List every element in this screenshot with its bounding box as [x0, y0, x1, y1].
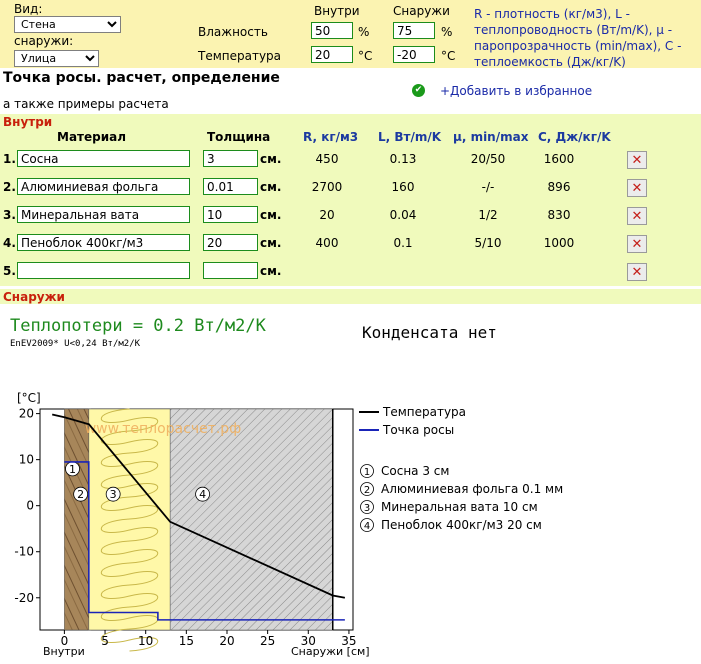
- thickness-input[interactable]: [203, 206, 258, 223]
- row-number: 2.: [3, 180, 16, 194]
- legend-entry: Точка росы: [383, 423, 455, 437]
- density-value: 400: [315, 236, 339, 250]
- conductivity-value: 160: [391, 180, 415, 194]
- header-permeability: μ, min/max: [453, 130, 529, 144]
- x-tick-label: 15: [178, 634, 194, 648]
- header-conductivity: L, Вт/m/K: [378, 130, 442, 144]
- heat-loss-result: Теплопотери = 0.2 Вт/м2/K: [10, 316, 266, 336]
- legend-layer-marker-label: 3: [363, 503, 371, 514]
- temperature-label: Температура: [198, 49, 282, 63]
- delete-row-button[interactable]: ✕: [627, 151, 647, 169]
- legend-layer-text: Алюминиевая фольга 0.1 мм: [381, 482, 564, 496]
- x-tick-label: 30: [300, 634, 316, 648]
- y-tick-label: 10: [18, 452, 34, 467]
- view-label: Вид:: [14, 2, 43, 16]
- legend-layer-marker-label: 2: [363, 485, 371, 496]
- unit-label: см.: [260, 236, 282, 250]
- permeability-value: 1/2: [478, 208, 498, 222]
- conductivity-value: 0.04: [389, 208, 417, 222]
- thickness-input[interactable]: [203, 178, 258, 195]
- outside-column-header: Снаружи: [393, 4, 450, 18]
- material-input[interactable]: [17, 234, 190, 251]
- humidity-label: Влажность: [198, 25, 268, 39]
- header-density: R, кг/м3: [303, 130, 359, 144]
- unit-label: см.: [260, 208, 282, 222]
- row-number: 4.: [3, 236, 16, 250]
- x-tick-label: 35: [341, 634, 357, 648]
- legend-entry: Температура: [383, 405, 467, 419]
- heat-capacity-value: 1000: [543, 236, 575, 250]
- header-thickness: Толщина: [207, 130, 271, 144]
- parameter-legend: R - плотность (кг/м3), L - теплопроводность (Вт/m/K), μ - паропрозрачность (min/max), C - теплоемкость (Дж/кг/K): [474, 7, 682, 69]
- y-axis-label: [°C]: [17, 391, 41, 405]
- page-subtitle: а также примеры расчета: [3, 97, 169, 111]
- layer-4-marker-label: 4: [199, 488, 207, 502]
- material-input[interactable]: [17, 150, 190, 167]
- delete-row-button[interactable]: ✕: [627, 207, 647, 225]
- permeability-value: 5/10: [474, 236, 502, 250]
- x-tick-label: 5: [101, 634, 109, 648]
- legend-layer-text: Сосна 3 см: [381, 464, 450, 478]
- unit-label: см.: [260, 180, 282, 194]
- y-tick-label: 20: [18, 406, 34, 421]
- x-axis-label-inside: Внутри: [43, 645, 85, 658]
- thickness-input[interactable]: [203, 234, 258, 251]
- legend-layer-text: Минеральная вата 10 см: [381, 500, 538, 514]
- y-tick-label: -20: [14, 590, 34, 605]
- conductivity-value: 0.13: [389, 152, 417, 166]
- inside-section-label: Внутри: [3, 115, 53, 129]
- x-axis-label-outside: Снаружи [см]: [291, 645, 370, 658]
- x-tick-label: 20: [219, 634, 235, 648]
- layer-2-marker-label: 2: [77, 488, 85, 502]
- inside-column-header: Внутри: [314, 4, 360, 18]
- y-tick-label: -10: [14, 544, 34, 559]
- row-number: 5.: [3, 264, 16, 278]
- table-row: [0, 146, 701, 174]
- outside-section-label: Снаружи: [3, 290, 65, 304]
- permeability-value: 20/50: [470, 152, 506, 166]
- view-select[interactable]: [14, 16, 121, 33]
- header-heat-capacity: C, Дж/кг/K: [538, 130, 611, 144]
- temperature-unit-out: °C: [441, 49, 456, 63]
- material-input[interactable]: [17, 178, 190, 195]
- permeability-value: -/-: [481, 180, 495, 194]
- table-row: [0, 230, 701, 258]
- humidity-unit-in: %: [358, 25, 370, 39]
- humidity-unit-out: %: [441, 25, 453, 39]
- layer-3-marker-label: 3: [109, 488, 117, 502]
- density-value: 2700: [311, 180, 343, 194]
- layer-1-marker-label: 1: [69, 462, 77, 476]
- inside-band: [0, 114, 701, 129]
- row-number: 3.: [3, 208, 16, 222]
- heat-capacity-value: 830: [547, 208, 571, 222]
- thickness-input[interactable]: [203, 150, 258, 167]
- thickness-input[interactable]: [203, 262, 258, 279]
- temperature-unit-in: °C: [358, 49, 373, 63]
- row-number: 1.: [3, 152, 16, 166]
- unit-label: см.: [260, 152, 282, 166]
- condensate-result: Конденсата нет: [362, 323, 497, 342]
- legend-layer-marker-label: 4: [363, 521, 371, 532]
- material-input[interactable]: [17, 206, 190, 223]
- density-value: 450: [315, 152, 339, 166]
- material-input[interactable]: [17, 262, 190, 279]
- legend-layer-text: Пеноблок 400кг/м3 20 см: [381, 518, 542, 532]
- layer-1-band: [64, 409, 88, 630]
- header-material: Материал: [57, 130, 127, 144]
- table-row: [0, 174, 701, 202]
- x-tick-label: 25: [259, 634, 276, 648]
- heat-capacity-value: 1600: [543, 152, 575, 166]
- x-tick-label: 0: [60, 634, 69, 648]
- watermark-text: www.теплорасчет.рф: [84, 420, 242, 437]
- humidity-outside-input[interactable]: [393, 22, 435, 39]
- unit-label: см.: [260, 264, 282, 278]
- outside-band: [0, 289, 701, 304]
- conductivity-value: 0.1: [393, 236, 413, 250]
- page-title: Точка росы. расчет, определение: [3, 70, 280, 86]
- x-tick-label: 10: [138, 634, 154, 648]
- checkmark-icon: ✔: [412, 84, 425, 97]
- humidity-inside-input[interactable]: [311, 22, 353, 39]
- y-tick-label: 0: [26, 498, 34, 513]
- outside-type-select[interactable]: [14, 50, 99, 67]
- heat-capacity-value: 896: [547, 180, 571, 194]
- add-favorite-link[interactable]: +Добавить в избранное: [440, 84, 593, 98]
- density-value: 20: [319, 208, 335, 222]
- table-row: [0, 258, 701, 286]
- table-row: [0, 202, 701, 230]
- legend-layer-marker-label: 1: [363, 467, 371, 478]
- layer-4-band: [170, 409, 333, 630]
- outside-type-label: снаружи:: [14, 34, 74, 48]
- temperature-inside-input[interactable]: [311, 46, 353, 63]
- temperature-chart: [0, 385, 701, 664]
- delete-row-button[interactable]: ✕: [627, 263, 647, 281]
- temperature-outside-input[interactable]: [393, 46, 435, 63]
- delete-row-button[interactable]: ✕: [627, 235, 647, 253]
- delete-row-button[interactable]: ✕: [627, 179, 647, 197]
- enev-note: EnEV2009* U<0,24 Вт/м2/K: [10, 339, 141, 349]
